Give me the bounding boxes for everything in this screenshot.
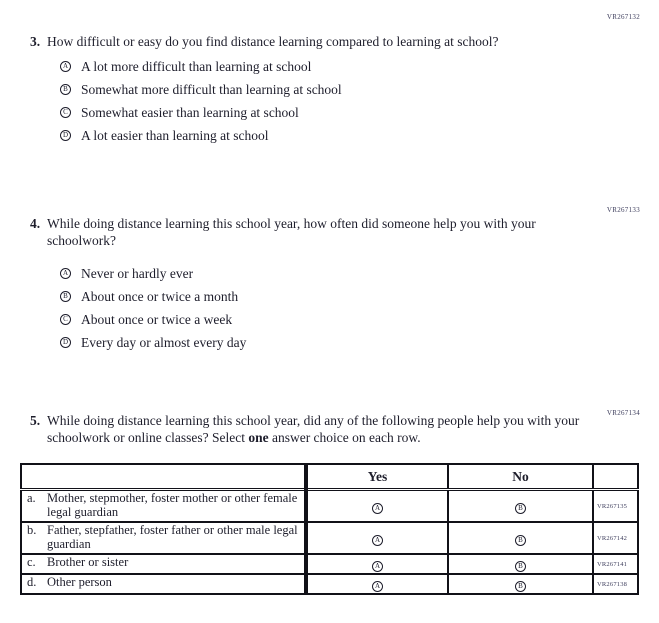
bubble-letter: D [62,131,69,139]
grid-yes-cell [306,522,448,554]
option-row [60,267,572,280]
row-letter: d. [27,575,37,589]
answer-bubble-no[interactable] [515,535,526,546]
row-code: VR267135 [593,490,638,523]
bubble-letter: A [374,562,381,570]
answer-bubble-yes[interactable] [372,581,383,592]
grid-yes-cell [306,490,448,523]
option-row [60,129,607,142]
bubble-letter: A [374,582,381,590]
question-3-options [60,60,607,142]
bubble-letter: A [374,504,381,512]
answer-bubble-yes[interactable] [372,561,383,572]
answer-bubble-b[interactable] [60,291,71,302]
option-row [60,83,607,96]
grid-header-code-blank [593,464,638,490]
grid-row-a [21,490,638,523]
option-label: Never or hardly ever [81,265,194,281]
bubble-letter: D [62,338,69,346]
answer-bubble-a[interactable] [60,268,71,279]
answer-bubble-c[interactable] [60,314,71,325]
bubble-letter: B [518,582,523,590]
question-4-text: While doing distance learning this school year, how often did someone help you with your schoolwork? [47,216,536,248]
grid-yes-cell [306,554,448,574]
grid-row-d [21,574,638,594]
question-code-vr267132: VR267132 [606,13,640,21]
option-row [60,313,572,326]
question-5-text-end: answer choice on each row. [268,430,421,445]
grid-row-label-cell [21,574,306,594]
bubble-letter: B [63,85,68,93]
question-4-stem [30,215,572,249]
row-code: VR267138 [593,574,638,594]
answer-bubble-c[interactable] [60,107,71,118]
row-label: Father, stepfather, foster father or other male legal guardian [47,523,298,551]
bubble-letter: B [63,292,68,300]
option-label: Somewhat easier than learning at school [81,104,299,120]
grid-row-b [21,522,638,554]
grid-header-row [21,464,638,490]
answer-bubble-yes[interactable] [372,503,383,514]
option-row [60,60,607,73]
question-code-vr267134: VR267134 [606,409,640,417]
answer-bubble-b[interactable] [60,84,71,95]
bubble-letter: B [518,562,523,570]
option-label: About once or twice a month [81,288,239,304]
answer-bubble-no[interactable] [515,503,526,514]
question-5 [30,412,595,446]
grid-no-cell [448,522,593,554]
row-code: VR267141 [593,554,638,574]
row-label: Brother or sister [47,555,129,569]
answer-bubble-d[interactable] [60,130,71,141]
question-5-number: 5. [30,413,41,428]
option-row [60,106,607,119]
option-label: Somewhat more difficult than learning at school [81,81,342,97]
row-label: Mother, stepmother, foster mother or other female legal guardian [47,491,298,519]
grid-header-blank [21,464,306,490]
question-5-bold-word: one [248,430,269,445]
option-row [60,290,572,303]
bubble-letter: B [518,504,523,512]
grid-row-label-cell [21,554,306,574]
question-5-text-start: While doing distance learning this school year, did any of the following people help you with your schoolwork or online classes? Select [47,413,580,445]
row-letter: b. [27,523,37,537]
question-3-number: 3. [30,34,41,49]
option-label: A lot more difficult than learning at school [81,58,312,74]
bubble-letter: A [62,62,69,70]
option-label: About once or twice a week [81,311,233,327]
question-5-answer-grid [20,463,639,595]
option-label: Every day or almost every day [81,334,247,350]
option-row [60,336,572,349]
question-4-options [60,267,572,349]
answer-bubble-d[interactable] [60,337,71,348]
option-label: A lot easier than learning at school [81,127,269,143]
bubble-letter: B [518,536,523,544]
answer-bubble-no[interactable] [515,581,526,592]
answer-bubble-yes[interactable] [372,535,383,546]
question-5-stem [30,412,595,446]
grid-header-no: No [448,464,593,490]
question-3 [30,33,607,152]
bubble-letter: A [62,269,69,277]
grid-no-cell [448,490,593,523]
row-letter: c. [27,555,36,569]
answer-bubble-no[interactable] [515,561,526,572]
grid-header-yes: Yes [306,464,448,490]
grid-no-cell [448,574,593,594]
row-label: Other person [47,575,112,589]
bubble-letter: C [63,315,68,323]
grid-no-cell [448,554,593,574]
question-3-text: How difficult or easy do you find distance learning compared to learning at school? [47,34,499,49]
row-code: VR267142 [593,522,638,554]
row-letter: a. [27,491,36,505]
grid-row-c [21,554,638,574]
answer-bubble-a[interactable] [60,61,71,72]
question-code-vr267133: VR267133 [606,206,640,214]
question-5-text [47,412,595,446]
question-4 [30,215,572,359]
grid-row-label-cell [21,522,306,554]
question-3-stem [30,33,607,50]
grid-yes-cell [306,574,448,594]
grid-row-label-cell [21,490,306,523]
bubble-letter: A [374,536,381,544]
bubble-letter: C [63,108,68,116]
question-4-number: 4. [30,216,41,231]
